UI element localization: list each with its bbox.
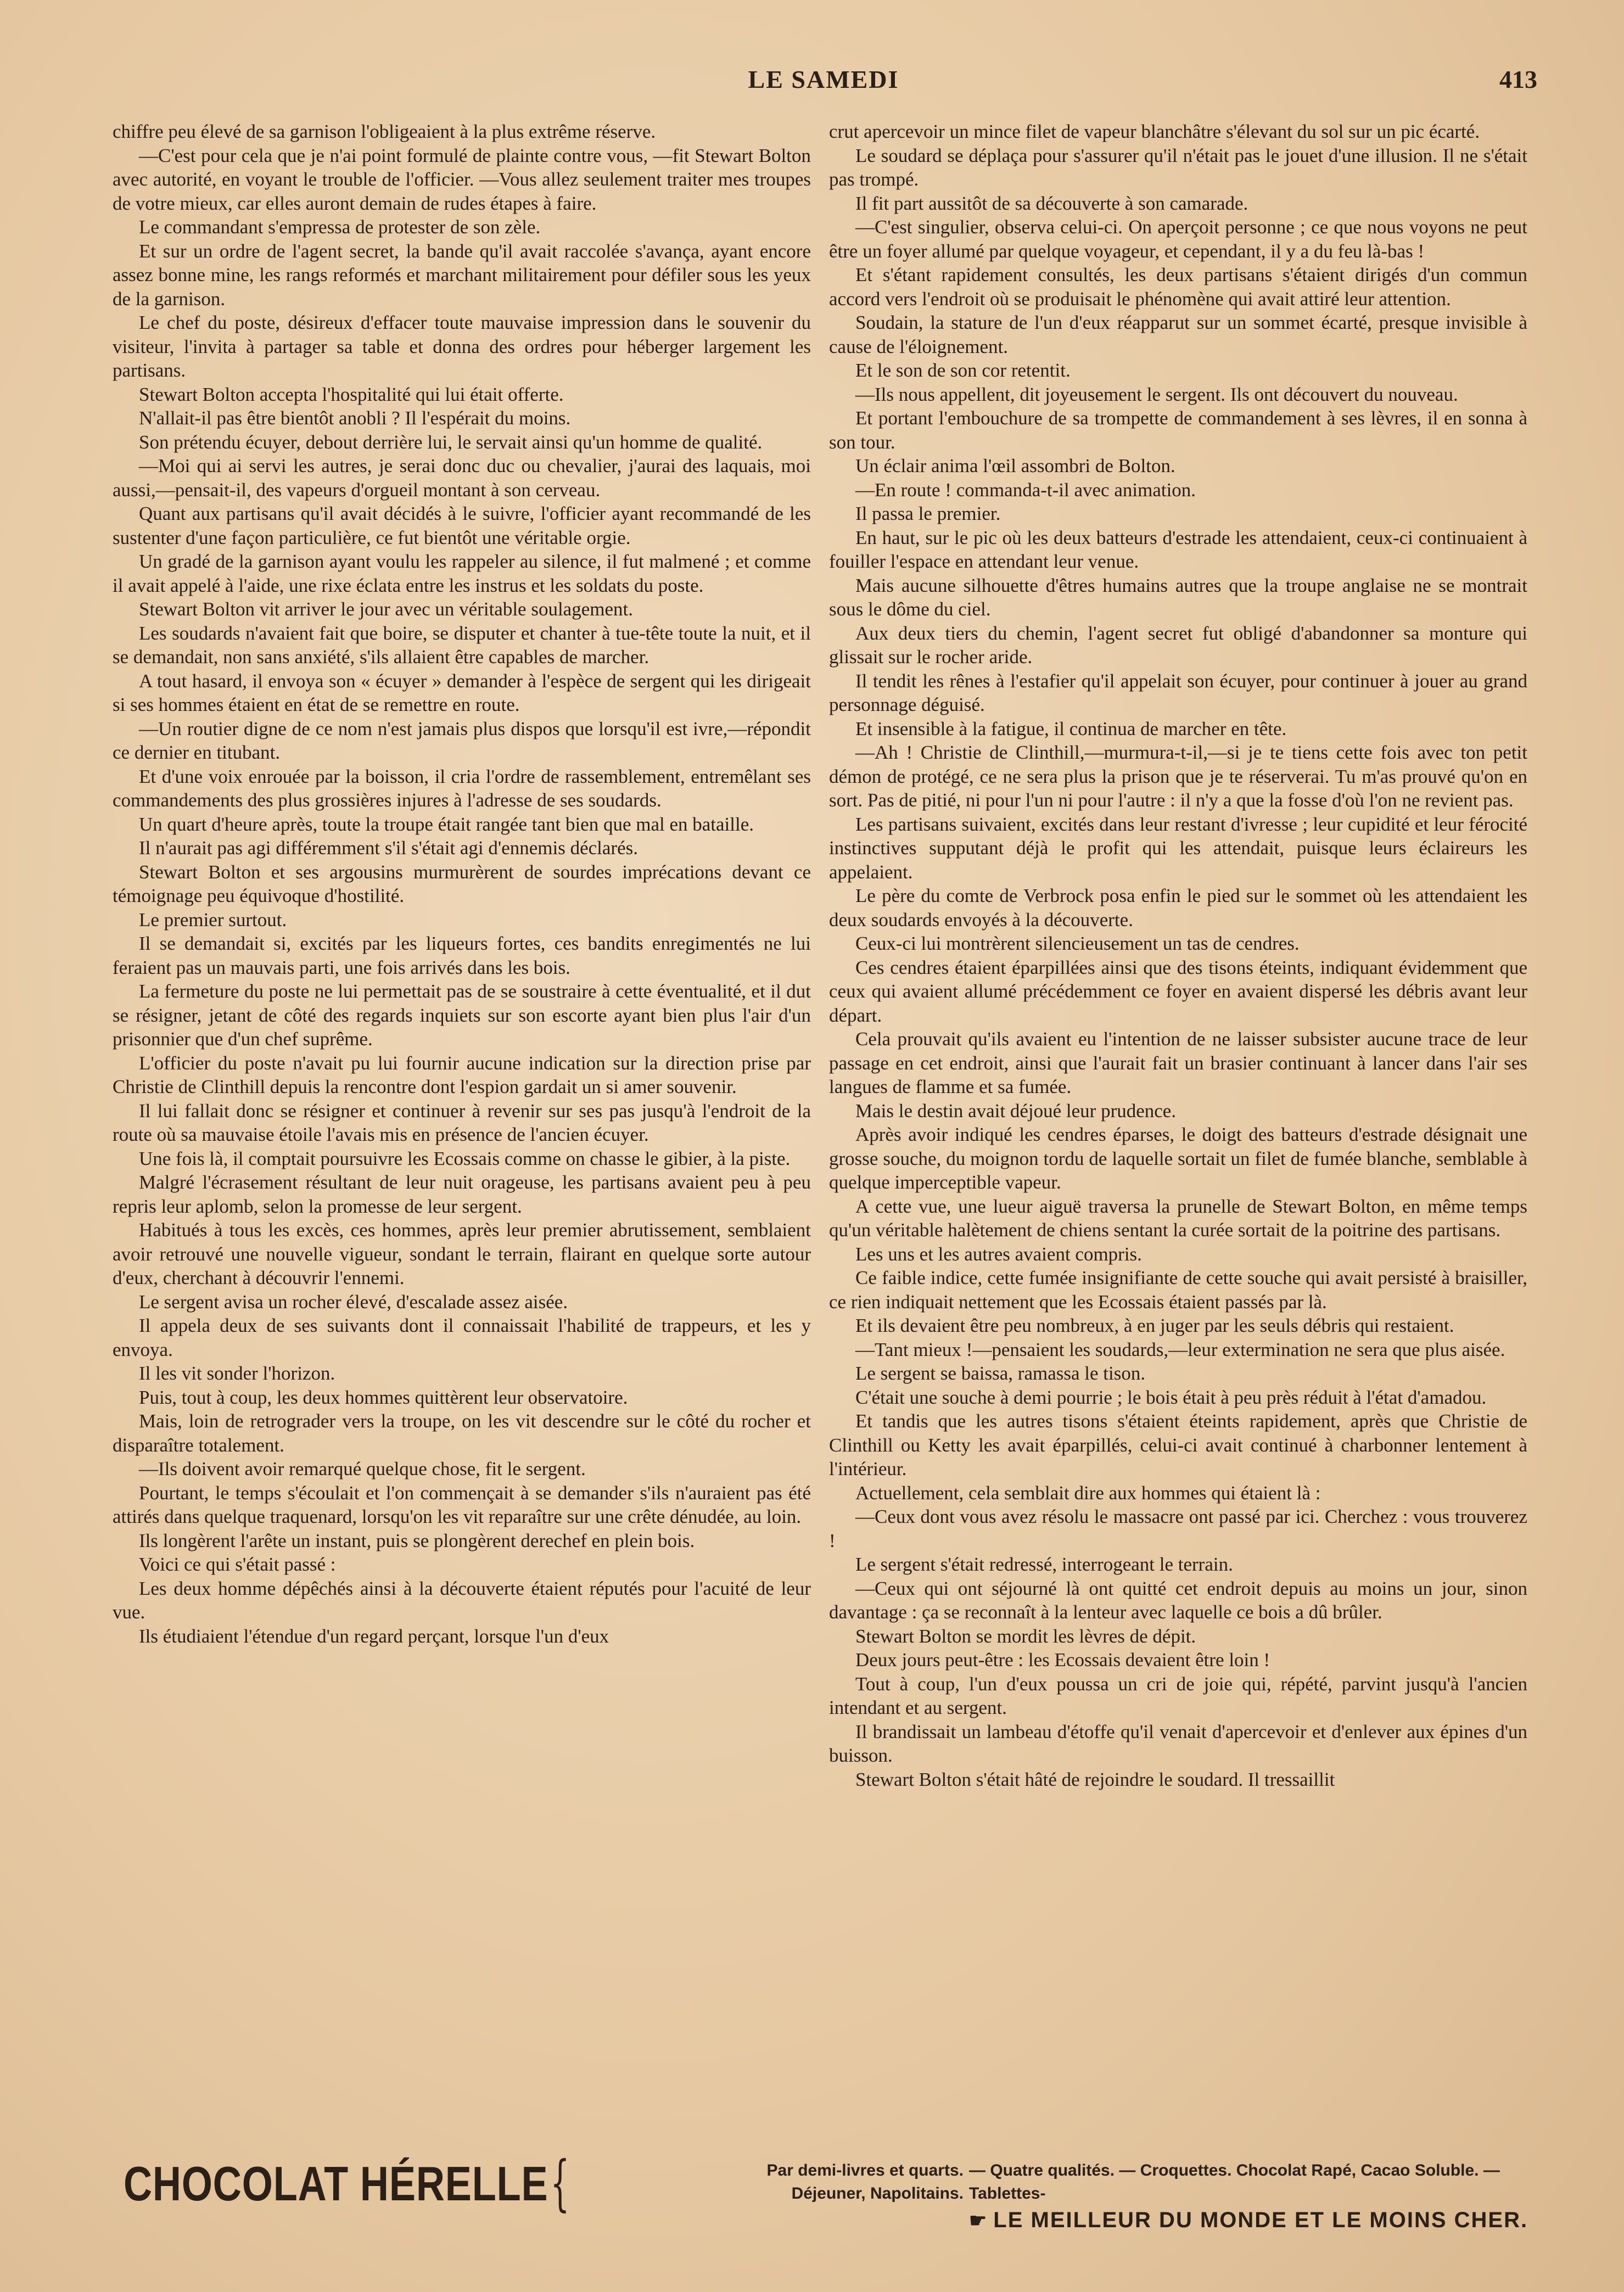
paragraph: Pourtant, le temps s'écoulait et l'on commençait à se demander s'ils n'auraient pas été attirés dans quelque traquenard, lorsqu'on les vit reparaître sur une crête dénudée, au loin. [113,1482,811,1527]
paragraph: —Ah ! Christie de Clinthill,—murmura-t-il,—si je te tiens cette fois avec ton petit démon de protégé, ce ne sera plus la prison que je te réserverai. Tu m'as prouvé qu'on en sort. Pas de pitié, ni pour l'un ni pour l'autre : il n'y a que la fosse d'où l'on ne revient pas. [829,742,1527,811]
paragraph: Stewart Bolton accepta l'hospitalité qui lui était offerte. [139,383,564,405]
paragraph: Son prétendu écuyer, debout derrière lui, le servait ainsi qu'un homme de qualité. [139,431,763,453]
paragraph: Puis, tout à coup, les deux hommes quittèrent leur observatoire. [139,1386,628,1408]
paragraph: Il tendit les rênes à l'estafier qu'il appelait son écuyer, pour continuer à jouer au grand personnage déguisé. [829,670,1527,715]
paragraph: Le commandant s'empressa de protester de son zèle. [139,216,541,238]
paragraph: Le sergent s'était redressé, interrogeant le terrain. [855,1554,1233,1575]
paragraph: crut apercevoir un mince filet de vapeur blanchâtre s'élevant du sol sur un pic écarté. [829,121,1480,142]
paragraph: Mais, loin de retrograder vers la troupe, on les vit descendre sur le côté du rocher et disparaître totalement. [113,1410,811,1456]
paragraph: En haut, sur le pic où les deux batteurs d'estrade les attendaient, ceux-ci continuaient à fouiller l'espace en attendant leur venue. [829,526,1527,572]
paragraph: Stewart Bolton vit arriver le jour avec un véritable soulagement. [139,598,633,620]
paragraph: Un quart d'heure après, toute la troupe était rangée tant bien que mal en bataille. [139,813,754,835]
paragraph: N'allait-il pas être bientôt anobli ? Il l'espérait du moins. [139,407,571,429]
paragraph: Les deux homme dépêchés ainsi à la découverte étaient réputés pour l'acuité de leur vue. [113,1577,811,1623]
paragraph: Et sur un ordre de l'agent secret, la bande qu'il avait raccolée s'avança, ayant encore assez bonne mine, les rangs reformés et marchant militairement pour défiler sous les yeux de la garnison. [113,240,811,310]
paragraph: Aux deux tiers du chemin, l'agent secret fut obligé d'abandonner sa monture qui glissait sur le rocher aride. [829,622,1527,668]
ad-brand-name: CHOCOLAT HÉRELLE [124,2156,548,2211]
paragraph: Mais le destin avait déjoué leur prudence. [855,1100,1177,1122]
paragraph: —Ils doivent avoir remarqué quelque chose, fit le sergent. [139,1458,586,1480]
paragraph: Il passa le premier. [855,503,1001,524]
advertisement-banner [124,2148,1540,2232]
paragraph: Le sergent avisa un rocher élevé, d'escalade assez aisée. [139,1291,568,1313]
paragraph: Stewart Bolton se mordit les lèvres de dépit. [855,1625,1196,1647]
ad-product-list [865,2159,1540,2232]
right-column [829,120,1527,2118]
paragraph: Et le son de son cor retentit. [855,360,1071,381]
paragraph: Quant aux partisans qu'il avait décidés à le suivre, l'officier ayant recommandé de les sustenter d'une façon particulière, ce fut bientôt une véritable orgie. [113,503,811,548]
paragraph: —C'est pour cela que je n'ai point formulé de plainte contre vous, —fit Stewart Bolton avec autorité, en voyant le trouble de l'officier. —Vous allez seulement traiter mes troupes de votre mieux, car elles auront demain de rudes étapes à faire. [113,144,811,214]
paragraph: A tout hasard, il envoya son « écuyer » demander à l'espèce de sergent qui les dirigeait si ses hommes étaient en état de se remettre en route. [113,670,811,715]
page-header [110,65,1537,109]
paragraph: Deux jours peut-être : les Ecossais devaient être loin ! [855,1649,1270,1671]
paragraph: Habitués à tous les excès, ces hommes, après leur premier abrutissement, semblaient avoir retrouvé une nouvelle vigueur, sondant le terrain, flairant en quelque sorte autour d'eux, cherchant à découvrir l'ennemi. [113,1219,811,1288]
paragraph: Le premier surtout. [139,909,287,931]
paragraph: Et insensible à la fatigue, il continua de marcher en tête. [855,718,1287,739]
ad-slogan: LE MEILLEUR DU MONDE ET LE MOINS CHER. [993,2208,1528,2232]
paragraph: —Ceux qui ont séjourné là ont quitté cet endroit depuis au moins un jour, sinon davantage : ça se reconnaît à la lenteur avec laquelle ce bois a dû brûler. [829,1577,1527,1623]
paragraph: Un éclair anima l'œil assombri de Bolton. [855,455,1175,477]
ad-products-line: — Quatre qualités. — Croquettes. Chocolat Rapé, Cacao Soluble. — Tablettes- [969,2161,1500,2203]
paragraph: Voici ce qui s'était passé : [139,1554,336,1575]
paragraph: —Un routier digne de ce nom n'est jamais plus dispos que lorsqu'il est ivre,—répondit ce dernier en titubant. [113,718,811,763]
paragraph: Il se demandait si, excités par les liqueurs fortes, ces bandits enregimentés ne lui feraient pas un mauvais parti, une fois arrivés dans les bois. [113,933,811,978]
paragraph: Une fois là, il comptait poursuivre les Ecossais comme on chasse le gibier, à la piste. [139,1147,791,1169]
paragraph: Il appela deux de ses suivants dont il connaissait l'habilité de trappeurs, et les y envoya. [113,1315,811,1360]
paragraph: Le soudard se déplaça pour s'assurer qu'il n'était pas le jouet d'une illusion. Il ne s'était pas trompé. [829,144,1527,190]
paragraph: Un gradé de la garnison ayant voulu les rappeler au silence, il fut malmené ; et comme il avait appelé à l'aide, une rixe éclata entre les instrus et les soldats du poste. [113,551,811,596]
paragraph: Les uns et les autres avaient compris. [855,1243,1142,1265]
paragraph: Le père du comte de Verbrock posa enfin le pied sur le sommet où les attendaient les deux soudards envoyés à la découverte. [829,885,1527,931]
paragraph: La fermeture du poste ne lui permettait pas de se soustraire à cette éventualité, et il dut se résigner, jetant de côté des regards inquiets sur son escorte ayant bien plus l'air d'un prisonnier que d'un chef suprême. [113,980,811,1050]
paragraph: —En route ! commanda-t-il avec animation. [855,479,1196,501]
paragraph: Et ils devaient être peu nombreux, à en juger par les seuls débris qui restaient. [855,1315,1454,1336]
paragraph: Les partisans suivaient, excités dans leur restant d'ivresse ; leur cupidité et leur férocité instinctives supputant déjà le profit qui les attendait, puisque leurs éclaireurs les appelaient. [829,813,1527,883]
paragraph: —Ceux dont vous avez résolu le massacre ont passé par ici. Cherchez : vous trouverez ! [829,1506,1527,1551]
paragraph: Tout à coup, l'un d'eux poussa un cri de joie qui, répété, parvint jusqu'à l'ancien intendant et au sergent. [829,1673,1527,1718]
paragraph: Stewart Bolton et ses argousins murmurèrent de sourdes imprécations devant ce témoignage peu équivoque d'hostilité. [113,861,811,906]
ad-slogan-line [865,2209,1540,2232]
paragraph: —C'est singulier, observa celui-ci. On aperçoit personne ; ce que nous voyons ne peut être un foyer allumé par quelque voyageur, et cependant, il y a du feu là-bas ! [829,216,1527,262]
paragraph: Il brandissait un lambeau d'étoffe qu'il venait d'apercevoir et d'enlever aux épines d'un buisson. [829,1721,1527,1766]
paragraph: L'officier du poste n'avait pu lui fournir aucune indication sur la direction prise par Christie de Clinthill depuis la rencontre dont l'espion gardait un si amer souvenir. [113,1052,811,1097]
paragraph: Les soudards n'avaient fait que boire, se disputer et chanter à tue-tête toute la nuit, et il se demandait, non sans anxiété, s'ils allaient être capables de marcher. [113,622,811,668]
paragraph: C'était une souche à demi pourrie ; le bois était à peu près réduit à l'état d'amadou. [855,1386,1487,1408]
paragraph: —Moi qui ai servi les autres, je serai donc duc ou chevalier, j'aurai des laquais, moi aussi,—pensait-il, des vapeurs d'orgueil montant à son cerveau. [113,455,811,501]
paragraph: Et portant l'embouchure de sa trompette de commandement à ses lèvres, il en sonna à son tour. [829,407,1527,453]
publication-title: LE SAMEDI [748,65,899,93]
paragraph: Cela prouvait qu'ils avaient eu l'intention de ne laisser subsister aucune trace de leur passage en cet endroit, ainsi que l'aurait fait un brasier continuant à lancer dans l'air ses langues de flamme et sa fumée. [829,1028,1527,1097]
paragraph: Malgré l'écrasement résultant de leur nuit orageuse, les partisans avaient peu à peu repris leur aplomb, selon la promesse de leur sergent. [113,1172,811,1217]
paragraph: Et s'étant rapidement consultés, les deux partisans s'étaient dirigés d'un commun accord vers l'endroit où se produisait le phénomène qui avait attiré leur attention. [829,264,1527,310]
paragraph: Il n'aurait pas agi différemment s'il s'était agi d'ennemis déclarés. [139,837,638,859]
paragraph: Après avoir indiqué les cendres éparses, le doigt des batteurs d'estrade désignait une grosse souche, du moignon tordu de laquelle sortait un filet de fumée blanche, semblable à quelque imperceptible vapeur. [829,1124,1527,1193]
paragraph: Ce faible indice, cette fumée insignifiante de cette souche qui avait persisté à braisiller, ce rien indiquait nettement que les Ecossais étaient passés par là. [829,1267,1527,1313]
paragraph: Mais aucune silhouette d'êtres humains autres que la troupe anglaise ne se montrait sous le dôme du ciel. [829,574,1527,620]
ad-sub-line-2: Déjeuner, Napolitains. [791,2184,964,2203]
page-number: 413 [1499,65,1537,93]
paragraph: Stewart Bolton s'était hâté de rejoindre le soudard. Il tressaillit [855,1768,1335,1790]
paragraph: chiffre peu élevé de sa garnison l'obligeaient à la plus extrême réserve. [113,121,656,142]
paragraph: Et tandis que les autres tisons s'étaient éteints rapidement, après que Christie de Clinthill ou Ketty les avait éparpillés, celui-ci avait continué à charbonner lentement à l'intérieur. [829,1410,1527,1480]
paragraph: —Ils nous appellent, dit joyeusement le sergent. Ils ont découvert du nouveau. [855,383,1458,405]
brace-icon: { [550,2148,570,2218]
paragraph: Ils étudiaient l'étendue d'un regard perçant, lorsque l'un d'eux [139,1625,609,1647]
paragraph: A cette vue, une lueur aiguë traversa la prunelle de Stewart Bolton, en même temps qu'un véritable halètement de chiens sentant la curée sortait de la poitrine des partisans. [829,1195,1527,1241]
paragraph: Le sergent se baissa, ramassa le tison. [855,1363,1146,1384]
paragraph: —Tant mieux !—pensaient les soudards,—leur extermination ne sera que plus aisée. [855,1338,1505,1360]
paragraph: Soudain, la stature de l'un d'eux réapparut sur un sommet écarté, presque invisible à cause de l'éloignement. [829,312,1527,357]
paragraph: Le chef du poste, désireux d'effacer toute mauvaise impression dans le souvenir du visiteur, l'invita à partager sa table et donna des ordres pour héberger largement les partisans. [113,312,811,381]
ad-sub-line-1: Par demi-livres et quarts. [766,2161,964,2179]
paragraph: Il fit part aussitôt de sa découverte à son camarade. [855,192,1248,214]
paragraph: Actuellement, cela semblait dire aux hommes qui étaient là : [855,1482,1321,1504]
paragraph: Ceux-ci lui montrèrent silencieusement un tas de cendres. [855,933,1300,954]
paragraph: Il les vit sonder l'horizon. [139,1363,335,1384]
paragraph: Ces cendres étaient éparpillées ainsi que des tisons éteints, indiquant évidemment que ceux qui avaient allumé précédemment ce foyer en avaient dispersé les débris avant leur départ. [829,956,1527,1026]
left-column [113,120,811,2118]
pointing-hand-icon: ☛ [969,2209,988,2232]
paragraph: Il lui fallait donc se résigner et continuer à revenir sur ses pas jusqu'à l'endroit de la route où sa mauvaise étoile l'avais mis en présence de l'ancien écuyer. [113,1100,811,1145]
paragraph: Ils longèrent l'arête un instant, puis se plongèrent derechef en plein bois. [139,1529,695,1551]
paragraph: Et d'une voix enrouée par la boisson, il cria l'ordre de rassemblement, entremêlant ses commandements des plus grossières injures à l'adresse de ses soudards. [113,765,811,811]
